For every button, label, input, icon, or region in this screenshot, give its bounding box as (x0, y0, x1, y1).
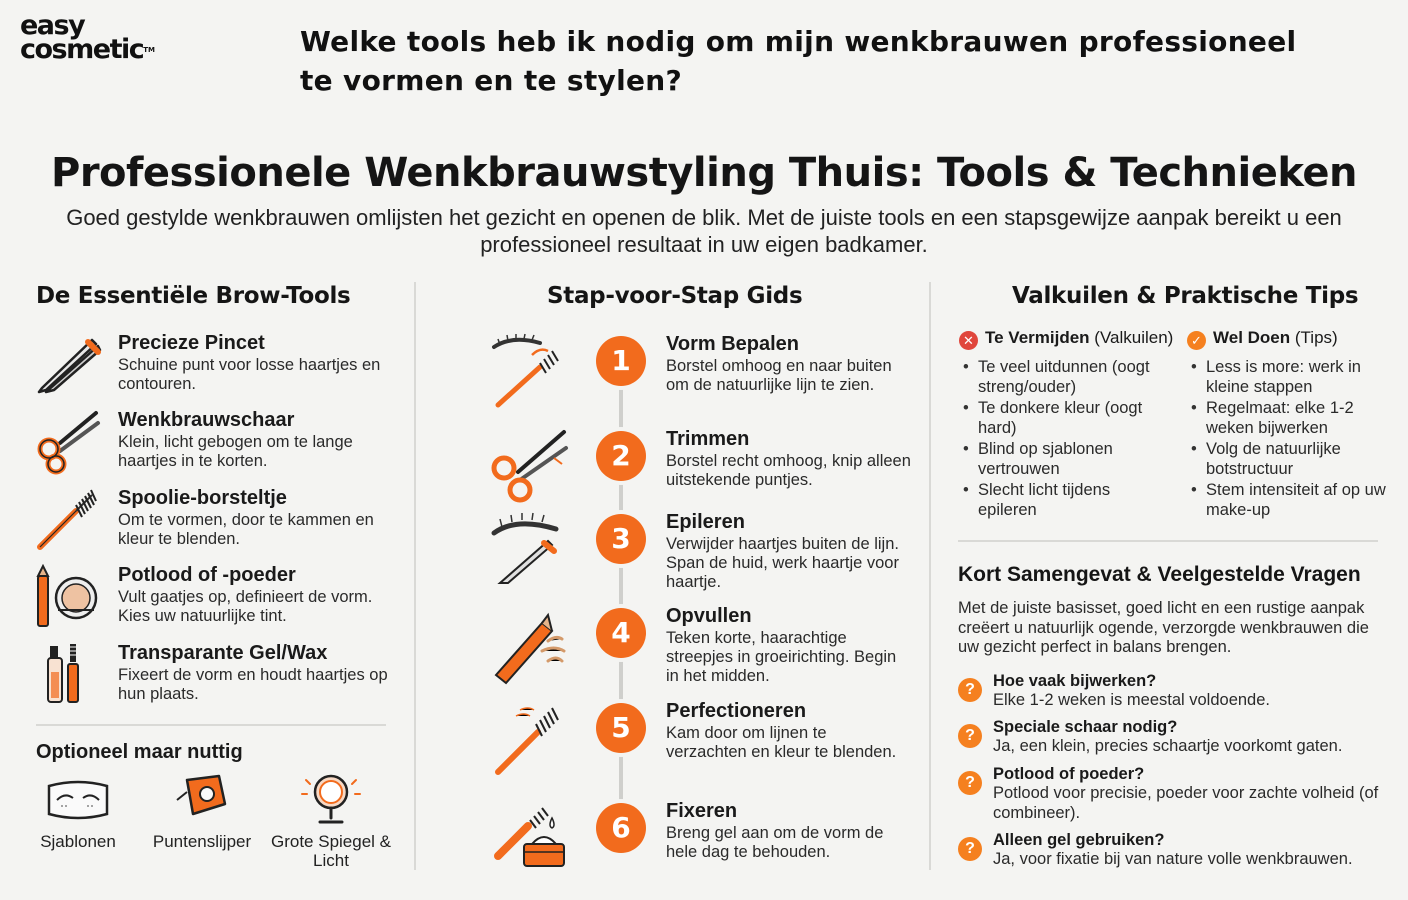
faq-answer: Ja, een klein, precies schaartje voorkomt gaten. (993, 737, 1343, 755)
step-description: Borstel omhoog en naar buiten om de natuurlijke lijn te zien. (666, 357, 892, 394)
step-number: 5 (596, 703, 646, 753)
list-item: • Slecht licht tijdens epileren (958, 481, 1168, 520)
step-item (490, 700, 910, 790)
faq-question: Hoe vaak bijwerken? (993, 672, 1157, 690)
pencil-stroke-icon (490, 605, 570, 685)
step-item (490, 605, 910, 695)
list-item: • Stem intensiteit af op uw make-up (1186, 481, 1386, 520)
step-number: 6 (596, 803, 646, 853)
tool-item (32, 564, 402, 634)
sharpener-icon (167, 770, 237, 826)
step-item (490, 428, 910, 518)
column-divider (414, 282, 416, 870)
list-item: • Volg de natuurlijke botstructuur (1186, 440, 1386, 479)
steps-heading: Stap-voor-Stap Gids (547, 283, 803, 309)
mirror-icon (296, 770, 366, 826)
summary-heading: Kort Samengevat & Veelgestelde Vragen (958, 563, 1361, 586)
scissors-icon (32, 409, 108, 475)
question-icon: ? (958, 771, 982, 795)
step-description: Verwijder haartjes buiten de lijn. Span de huid, werk haartje voor haartje. (666, 535, 899, 591)
tool-title: Transparante Gel/Wax (118, 642, 328, 664)
avoid-heading: ✕ Te Vermijden (Valkuilen) (959, 328, 1173, 350)
tool-title: Precieze Pincet (118, 332, 265, 354)
check-circle-icon: ✓ (1187, 331, 1206, 350)
tweezers-icon (32, 332, 108, 398)
step-description: Kam door om lijnen te verzachten en kleur te blenden. (666, 724, 897, 761)
step-title: Epileren (666, 511, 745, 533)
tool-description: Vult gaatjes op, definieert de vorm. Kies uw natuurlijke tint. (118, 588, 373, 625)
page-title: Professionele Wenkbrauwstyling Thuis: Tools & Technieken (51, 150, 1357, 196)
tool-title: Potlood of -poeder (118, 564, 296, 586)
optional-label: Puntenslijper (152, 832, 252, 851)
tips-heading: Valkuilen & Praktische Tips (1012, 283, 1359, 309)
step-item (490, 800, 910, 890)
tool-item (32, 487, 402, 557)
step-title: Fixeren (666, 800, 738, 822)
step-description: Teken korte, haarachtige streepjes in groeirichting. Begin in het midden. (666, 629, 897, 685)
intro-text: Goed gestylde wenkbrauwen omlijsten het gezicht en openen de blik. Met de juiste tools en een stapsgewijze aanpak bereikt u een professioneel resultaat in uw eigen badkamer. (66, 205, 1342, 257)
step-description: Borstel recht omhoog, knip alleen uitstekende puntjes. (666, 452, 911, 489)
avoid-list (958, 358, 1168, 522)
step-title: Vorm Bepalen (666, 333, 799, 355)
faq-question: Speciale schaar nodig? (993, 718, 1178, 736)
list-item: • Blind op sjablonen vertrouwen (958, 440, 1168, 479)
brow-tweezers-icon (490, 511, 570, 591)
faq-question: Potlood of poeder? (993, 765, 1145, 783)
spoolie-icon (32, 487, 108, 553)
optional-item (271, 770, 391, 870)
step-number: 2 (596, 431, 646, 481)
page-question: Welke tools heb ik nodig om mijn wenkbrauwen professioneel te vormen en te stylen? (300, 25, 1297, 97)
tool-description: Fixeert de vorm en houdt haartjes op hun plaats. (118, 666, 388, 703)
summary-text: Met de juiste basisset, goed licht en een rustige aanpak creëert u natuurlijk ogende, verzorgde wenkbrauwen die uw gezicht perfect in balans brengen. (958, 599, 1369, 656)
tool-title: Wenkbrauwschaar (118, 409, 295, 431)
gel-wax-icon (32, 642, 108, 708)
pencil-powder-icon (32, 564, 108, 630)
tool-item (32, 332, 402, 402)
optional-label: Grote Spiegel & Licht (271, 832, 392, 870)
step-item (490, 333, 910, 423)
faq-question: Alleen gel gebruiken? (993, 831, 1165, 849)
tool-item (32, 642, 402, 712)
question-icon: ? (958, 678, 982, 702)
stencil-icon (43, 770, 113, 826)
step-number: 1 (596, 336, 646, 386)
tool-description: Klein, licht gebogen om te lange haartjes in te korten. (118, 433, 353, 470)
faq-answer: Ja, voor fixatie bij van nature volle wenkbrauwen. (993, 850, 1353, 868)
tools-heading: De Essentiële Brow-Tools (36, 283, 351, 309)
optional-label: Sjablonen (40, 832, 116, 851)
tool-item (32, 409, 402, 479)
step-description: Breng gel aan om de vorm de hele dag te behouden. (666, 824, 884, 861)
brow-brush-icon (490, 333, 570, 413)
optional-heading: Optioneel maar nuttig (36, 741, 243, 763)
spoolie-icon (490, 700, 570, 780)
tool-description: Schuine punt voor losse haartjes en contouren. (118, 356, 381, 393)
list-item: • Regelmaat: elke 1-2 weken bijwerken (1186, 399, 1386, 438)
tool-description: Om te vormen, door te kammen en kleur te blenden. (118, 511, 374, 548)
step-number: 3 (596, 514, 646, 564)
faq-answer: Potlood voor precisie, poeder voor zachte volheid (of combineer). (993, 784, 1379, 822)
brand-logo (20, 10, 155, 65)
list-item: • Te veel uitdunnen (oogt streng/ouder) (958, 358, 1168, 397)
step-title: Perfectioneren (666, 700, 807, 722)
section-divider (36, 724, 386, 726)
logo-line-2: cosmetic™ (20, 34, 155, 65)
list-item: • Less is more: werk in kleine stappen (1186, 358, 1386, 397)
list-item: • Te donkere kleur (oogt hard) (958, 399, 1168, 438)
optional-item (18, 770, 138, 851)
question-icon: ? (958, 724, 982, 748)
step-title: Opvullen (666, 605, 752, 627)
scissors-icon (490, 428, 570, 508)
section-divider (958, 540, 1378, 542)
optional-item (142, 770, 262, 851)
step-item (490, 511, 910, 601)
logo-line-1: easy (20, 10, 85, 41)
question-icon: ? (958, 837, 982, 861)
x-circle-icon: ✕ (959, 331, 978, 350)
tool-title: Spoolie-borsteltje (118, 487, 287, 509)
faq-answer: Elke 1-2 weken is meestal voldoende. (993, 691, 1270, 709)
gel-pot-icon (490, 800, 570, 880)
do-heading: ✓ Wel Doen (Tips) (1187, 328, 1338, 350)
do-list (1186, 358, 1386, 522)
step-title: Trimmen (666, 428, 750, 450)
column-divider (929, 282, 931, 870)
step-number: 4 (596, 608, 646, 658)
